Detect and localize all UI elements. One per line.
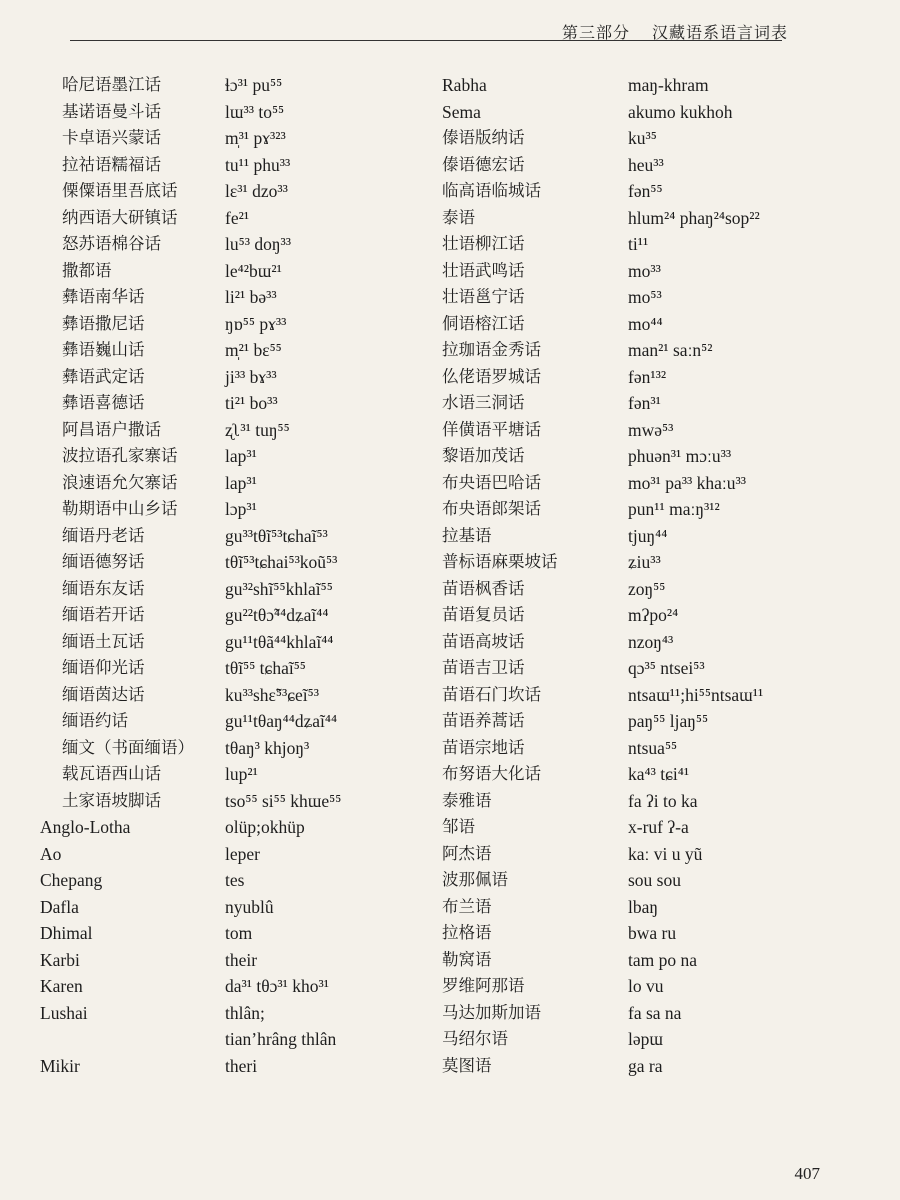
word-entry: ti²¹ bo³³ [225,393,278,413]
word-entry: lɔp³¹ [225,499,257,519]
word-entry: leper [225,843,260,864]
word-entry: 苗语石门坎话 [442,684,541,704]
word-entry: sou sou [628,870,681,890]
word-entry: 邹语 [442,817,475,836]
word-entry: ku³³shɛ̃⁵³ɕeĩ⁵³ [225,684,319,705]
word-entry: thlân; [225,1002,265,1023]
word-entry: ku³⁵ [628,128,657,148]
word-entry: 苗语养蒿话 [442,711,525,730]
word-entry: tes [225,870,245,890]
word-entry: 载瓦语西山话 [62,764,161,783]
word-entry: 拉基语 [442,525,492,545]
word-entry: Lushai [40,1002,88,1023]
word-entry: gu¹¹tθaŋ⁴⁴dʑaĩ⁴⁴ [225,711,338,731]
word-entry: 怒苏语棉谷话 [62,234,161,253]
word-entry: 泰语 [442,207,475,227]
word-entry: nyublû [225,896,274,917]
word-entry: 勒窝语 [442,949,492,969]
word-entry: heu³³ [628,154,664,175]
word-entry: theri [225,1055,258,1076]
word-entry: kaː vi u yũ [628,843,703,864]
word-entry: 临高语临城话 [442,181,541,200]
word-entry: 普标语麻栗坡话 [442,552,558,571]
word-entry: Karen [40,976,83,996]
word-entry: 苗语复员话 [442,605,525,624]
word-entry: gu¹¹tθã⁴⁴khlaĩ⁴⁴ [225,631,334,652]
word-entry: lɯ³³ to⁵⁵ [225,101,285,122]
word-entry: tjuŋ⁴⁴ [628,525,668,546]
word-entry: lu⁵³ doŋ³³ [225,234,291,254]
word-entry: fa sa na [628,1002,682,1023]
header-title: 汉藏语系语言词表 [651,23,788,42]
word-entry [40,1026,240,1053]
word-entry: pun¹¹ maːŋ³¹² [628,499,720,519]
word-entry: tom [225,923,253,943]
word-entry: man²¹ saːn⁵² [628,340,713,360]
word-entry: fe²¹ [225,207,250,228]
column-right-languages [442,72,642,1079]
word-entry: phuən³¹ mɔːu³³ [628,446,732,466]
word-entry: 布央语巴哈话 [442,472,541,492]
word-entry: li²¹ bə³³ [225,287,277,307]
word-entry: 缅语东友话 [62,578,145,598]
word-entry: ji³³ bɤ³³ [225,366,277,387]
word-entry: nzoŋ⁴³ [628,631,674,652]
word-entry: 佯僙语平塘话 [442,419,541,439]
word-entry: 土家语坡脚话 [62,790,161,810]
word-entry: ntsua⁵⁵ [628,737,678,758]
word-entry: x-ruf ʔ-a [628,817,689,837]
word-entry: 壮语柳江话 [442,234,525,253]
word-entry: fa ʔi to ka [628,790,698,811]
word-entry: gu³²shĩ⁵⁵khlaĩ⁵⁵ [225,578,333,599]
word-entry: m̩²¹ bɛ⁵⁵ [225,340,282,360]
word-entry: ləpɯ [628,1029,663,1049]
word-entry: akumo kukhoh [628,101,733,122]
word-entry: 基诺语曼斗话 [62,101,161,121]
word-entry: Dhimal [40,923,93,943]
word-entry: ntsaɯ¹¹;hi⁵⁵ntsaɯ¹¹ [628,684,764,705]
word-entry: maŋ-khram [628,75,709,95]
word-entry: 泰雅语 [442,790,492,810]
word-entry: mo³¹ pa³³ khaːu³³ [628,472,746,493]
word-entry: 苗语吉卫话 [442,658,525,677]
word-entry: 傣语德宏话 [442,154,525,174]
column-left-languages [40,72,240,1079]
word-entry: tso⁵⁵ si⁵⁵ khɯe⁵⁵ [225,790,342,811]
word-entry: 傣语版纳话 [442,128,525,147]
word-entry: 马达加斯加语 [442,1002,541,1022]
word-entry: 苗语宗地话 [442,737,525,757]
word-entry: Mikir [40,1055,80,1076]
word-entry: 莫图语 [442,1055,492,1075]
word-entry: mwə⁵³ [628,419,674,440]
word-entry: 勒期语中山乡话 [62,499,178,518]
word-entry: 罗维阿那语 [442,976,525,995]
word-entry: lap³¹ [225,446,257,466]
word-entry: tu¹¹ phu³³ [225,154,291,175]
word-entry: their [225,949,258,970]
word-entry: 布兰语 [442,896,492,916]
word-entry: 彝语撒尼话 [62,313,145,333]
word-entry: tam po na [628,949,698,970]
word-entry: ka⁴³ tɕi⁴¹ [628,764,690,784]
word-entry: zoŋ⁵⁵ [628,578,666,599]
word-entry: 缅语土瓦话 [62,631,145,651]
word-entry: hlum²⁴ phaŋ²⁴sop²² [628,207,760,228]
word-entry: le⁴²bɯ²¹ [225,260,282,281]
header-rule [70,40,782,41]
word-entry: 壮语邕宁话 [442,287,525,306]
word-entry: 仫佬语罗城话 [442,366,541,386]
word-entry: lbaŋ [628,896,659,917]
word-entry: 布努语大化话 [442,764,541,783]
word-entry: lap³¹ [225,472,257,493]
word-entry: 纳西语大研镇话 [62,207,178,227]
word-entry: mʔpo²⁴ [628,605,679,625]
word-entry: 波拉语孔家寨话 [62,446,178,465]
word-entry: mo³³ [628,260,661,281]
word-entry: mo⁴⁴ [628,313,663,334]
word-entry: ʑiu³³ [628,552,661,572]
word-entry: tian’hrâng thlân [225,1029,337,1049]
word-entry: Dafla [40,896,79,917]
word-entry: 缅语仰光话 [62,658,145,677]
word-entry: 壮语武鸣话 [442,260,525,280]
word-entry: 马绍尔语 [442,1029,508,1048]
word-entry: gu²²tθɔ̃⁴⁴dʑaĩ⁴⁴ [225,605,329,625]
word-entry: olüp;okhüp [225,817,305,837]
word-entry: lɛ³¹ dzo³³ [225,181,288,201]
word-entry: 缅语茵达话 [62,684,145,704]
word-entry: 彝语喜德话 [62,393,145,412]
word-entry: ga ra [628,1055,663,1076]
word-entry: 阿昌语户撒话 [62,419,161,439]
word-entry: da³¹ tθɔ³¹ kho³¹ [225,976,330,996]
word-entry: 缅语若开话 [62,605,145,624]
word-entry: Ao [40,843,62,864]
word-entry: lo vu [628,976,664,996]
word-entry: fən¹³² [628,366,667,387]
column-right-forms [628,72,818,1079]
word-entry: 缅语丹老话 [62,525,145,545]
word-entry: 撒都语 [62,260,112,280]
word-entry: 拉珈语金秀话 [442,340,541,359]
column-left-forms [225,72,425,1079]
word-entry: 波那佩语 [442,870,508,889]
word-entry: qɔ³⁵ ntsei⁵³ [628,658,705,678]
word-entry: ŋɒ⁵⁵ pɤ³³ [225,313,287,334]
word-entry: 拉祜语糯福话 [62,154,161,174]
word-entry: 水语三洞话 [442,393,525,412]
word-entry: ti¹¹ [628,234,649,254]
header-part: 第三部分 [561,23,630,42]
word-entry: 侗语榕江话 [442,313,525,333]
word-entry: 彝语巍山话 [62,340,145,359]
word-entry: 缅语德努话 [62,552,145,571]
word-entry: 缅文（书面缅语） [62,737,194,757]
word-entry: lup²¹ [225,764,258,784]
word-entry: fən⁵⁵ [628,181,663,201]
word-entry: 苗语枫香话 [442,578,525,598]
word-entry: ɬɔ³¹ pu⁵⁵ [225,75,283,95]
word-entry: 阿杰语 [442,843,492,863]
word-entry: ʐʅ³¹ tuŋ⁵⁵ [225,419,290,440]
word-entry: Anglo-Lotha [40,817,131,837]
word-entry: 浪速语允欠寨话 [62,472,178,492]
word-entry: 拉格语 [442,923,492,942]
word-entry: gu³³tθĩ⁵³tɕhaĩ⁵³ [225,525,328,546]
word-entry: 傈僳语里吾底话 [62,181,178,200]
word-entry: bwa ru [628,923,677,943]
word-entry: 哈尼语墨江话 [62,75,161,94]
word-entry: Sema [442,101,481,122]
word-entry: Rabha [442,75,487,95]
word-entry: m̩³¹ pɤ³²³ [225,128,286,148]
word-entry: 布央语郎架话 [442,499,541,518]
word-entry: 彝语南华话 [62,287,145,306]
word-entry: 彝语武定话 [62,366,145,386]
word-entry: tθĩ⁵³tɕhai⁵³koũ⁵³ [225,552,338,572]
word-entry: Karbi [40,949,80,970]
word-entry: 卡卓语兴蒙话 [62,128,161,147]
word-entry: mo⁵³ [628,287,662,307]
word-entry: fən³¹ [628,393,661,413]
word-entry: Chepang [40,870,103,890]
word-entry: tθaŋ³ khjoŋ³ [225,737,310,758]
word-entry: tθĩ⁵⁵ tɕhaĩ⁵⁵ [225,658,306,678]
word-entry: paŋ⁵⁵ ljaŋ⁵⁵ [628,711,709,731]
page-number: 407 [794,1164,820,1183]
word-entry: 黎语加茂话 [442,446,525,465]
word-entry: 缅语约话 [62,711,128,730]
word-entry: 苗语高坡话 [442,631,525,651]
